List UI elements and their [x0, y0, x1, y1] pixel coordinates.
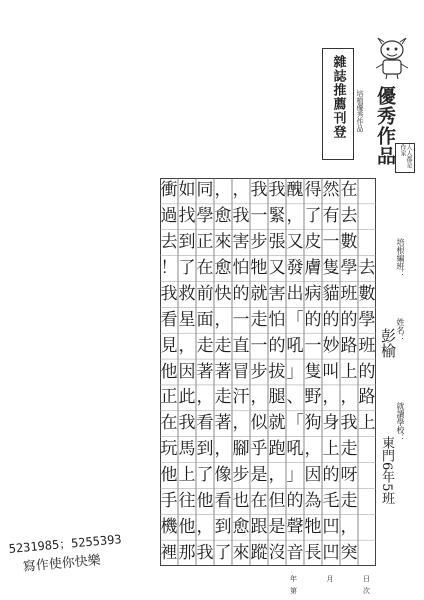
essay-character: 因	[178, 361, 196, 382]
essay-character: 貓	[322, 283, 340, 304]
essay-character: 步	[232, 464, 250, 485]
essay-character: 在	[196, 258, 214, 279]
essay-character: 一	[232, 309, 250, 330]
essay-character: ，	[232, 413, 250, 434]
essay-character: ，	[232, 180, 250, 201]
essay-character: ，	[214, 439, 232, 460]
essay-character: 因	[304, 464, 322, 485]
essay-character: 牠	[304, 516, 322, 537]
essay-character: 隻	[322, 258, 340, 279]
essay-character: 他	[160, 464, 178, 485]
essay-character: 是	[250, 464, 268, 485]
essay-character: 衝	[160, 180, 178, 201]
date-row	[290, 574, 370, 584]
essay-character: 了	[304, 206, 322, 227]
essay-character: 機	[160, 516, 178, 537]
essay-character: 的	[304, 309, 322, 330]
essay-character: 正	[160, 387, 178, 408]
essay-character: 星	[178, 309, 196, 330]
essay-character: 拔	[268, 361, 286, 382]
essay-character: 快	[214, 283, 232, 304]
essay-character: 同	[196, 180, 214, 201]
essay-character: 往	[178, 490, 196, 511]
essay-character: 的	[358, 361, 376, 382]
essay-character: 的	[268, 335, 286, 356]
essay-character: 我	[178, 413, 196, 434]
essay-character: ，	[322, 387, 340, 408]
essay-character: 上	[340, 361, 358, 382]
essay-character: 去	[358, 258, 376, 279]
essay-character: 冒	[232, 361, 250, 382]
essay-character: 跑	[268, 439, 286, 460]
essay-character: 走	[340, 490, 358, 511]
essay-character: 音	[286, 542, 304, 563]
essay-character: 叫	[322, 361, 340, 382]
essay-character: 腳	[232, 439, 250, 460]
essay-character: 找	[178, 206, 196, 227]
essay-character: 皮	[304, 232, 322, 253]
writing-grid	[160, 178, 376, 566]
essay-character: ，	[196, 387, 214, 408]
essay-character: 我	[196, 542, 214, 563]
essay-character: 學	[196, 206, 214, 227]
essay-character: 牠	[250, 258, 268, 279]
essay-character: 愈	[214, 258, 232, 279]
essay-character: 一	[250, 206, 268, 227]
essay-character: 像	[214, 464, 232, 485]
essay-character: 見	[160, 335, 178, 356]
essay-character: 在	[250, 490, 268, 511]
essay-character: 吼	[286, 335, 304, 356]
essay-character: 然	[322, 180, 340, 201]
essay-character: ，	[304, 439, 322, 460]
essay-character: 救	[178, 283, 196, 304]
essay-character: 了	[214, 542, 232, 563]
essay-character: 長	[304, 542, 322, 563]
essay-character: 緊	[268, 206, 286, 227]
essay-character: 凹	[322, 516, 340, 537]
essay-character: 「	[286, 413, 304, 434]
essay-character: 走	[196, 335, 214, 356]
essay-character: 那	[178, 542, 196, 563]
essay-character: 「	[286, 309, 304, 330]
essay-character: 身	[322, 413, 340, 434]
essay-character: 」	[286, 464, 304, 485]
essay-character: 上	[322, 439, 340, 460]
essay-character: 在	[340, 180, 358, 201]
essay-character: 愈	[232, 516, 250, 537]
slogan: 寫作使你快樂	[22, 553, 102, 575]
essay-character: 走	[214, 335, 232, 356]
essay-character: 了	[196, 464, 214, 485]
essay-character: 數	[340, 232, 358, 253]
essay-character: 他	[196, 490, 214, 511]
essay-character: 一	[322, 232, 340, 253]
essay-character: 上	[178, 464, 196, 485]
essay-character: 凹	[322, 542, 340, 563]
month-label: 月	[326, 575, 334, 583]
essay-character: 的	[286, 490, 304, 511]
essay-character: 路	[358, 387, 376, 408]
essay-character: 也	[232, 490, 250, 511]
essay-character: 吼	[286, 439, 304, 460]
essay-character: 跟	[250, 516, 268, 537]
essay-character: 我	[268, 180, 286, 201]
essay-character: 著	[196, 361, 214, 382]
essay-character: 直	[232, 335, 250, 356]
contact-numbers: 5231985；5255393	[8, 532, 123, 556]
essay-character: 正	[196, 232, 214, 253]
stamp-text: 雜誌推薦刊登	[330, 55, 346, 139]
essay-character: 得	[304, 180, 322, 201]
essay-character: 狗	[304, 413, 322, 434]
essay-character: 醜	[286, 180, 304, 201]
essay-character: 此	[178, 387, 196, 408]
essay-character: 出	[286, 283, 304, 304]
essay-character: 的	[322, 309, 340, 330]
essay-character: 他	[178, 516, 196, 537]
name-label: 姓名：	[396, 318, 405, 342]
essay-character: 去	[340, 206, 358, 227]
essay-character: 走	[340, 439, 358, 460]
essay-character: 在	[160, 413, 178, 434]
class-label: 培根編班：	[396, 238, 405, 278]
essay-character: 沒	[268, 542, 286, 563]
essay-character: 來	[214, 232, 232, 253]
essay-character: 玩	[160, 439, 178, 460]
essay-character: ，	[340, 387, 358, 408]
essay-character: 面	[196, 309, 214, 330]
essay-character: 我	[250, 180, 268, 201]
essay-character: 膚	[304, 258, 322, 279]
essay-character: 過	[160, 206, 178, 227]
essay-character: 又	[286, 232, 304, 253]
essay-character: 到	[196, 439, 214, 460]
essay-character: 怕	[232, 258, 250, 279]
recommendation-stamp	[322, 48, 354, 160]
essay-character: 來	[232, 542, 250, 563]
essay-character: 看	[214, 490, 232, 511]
essay-character: 害	[232, 232, 250, 253]
essay-character: 蹤	[250, 542, 268, 563]
essay-character: 一	[250, 335, 268, 356]
essay-character: ，	[178, 335, 196, 356]
essay-character: 裡	[160, 542, 178, 563]
essay-character: 的	[340, 309, 358, 330]
essay-character: 我	[232, 206, 250, 227]
mascot-icon	[372, 36, 412, 80]
essay-character: 如	[178, 180, 196, 201]
essay-character: 腿	[268, 387, 286, 408]
essay-character: 看	[196, 413, 214, 434]
essay-character: 到	[178, 232, 196, 253]
order-label: 次	[363, 587, 370, 595]
essay-character: 汗	[232, 387, 250, 408]
school-label: 就讀學校：	[396, 402, 405, 442]
year-label: 年	[290, 575, 297, 583]
essay-character: 呀	[340, 464, 358, 485]
essay-character: 張	[268, 232, 286, 253]
essay-character: 隻	[304, 361, 322, 382]
day-label: 日	[363, 575, 370, 583]
essay-character: 就	[268, 413, 286, 434]
essay-character: ！	[160, 258, 178, 279]
essay-character: 的	[232, 283, 250, 304]
essay-character: 手	[160, 490, 178, 511]
essay-character: ，	[250, 387, 268, 408]
essay-character: 去	[160, 232, 178, 253]
essay-character: 、	[286, 387, 304, 408]
essay-character: 發	[286, 258, 304, 279]
essay-character: 就	[250, 283, 268, 304]
essay-character: 害	[268, 283, 286, 304]
essay-character: 一	[304, 335, 322, 356]
essay-character: 是	[268, 516, 286, 537]
award-title: 優秀作品	[374, 86, 396, 166]
essay-character: 走	[214, 387, 232, 408]
essay-character: 到	[214, 516, 232, 537]
essay-character: 怕	[268, 309, 286, 330]
essay-character: 」	[286, 361, 304, 382]
essay-character: 聲	[286, 516, 304, 537]
essay-character: 野	[304, 387, 322, 408]
essay-character: 班	[340, 283, 358, 304]
essay-character: 病	[304, 283, 322, 304]
essay-character: ，	[196, 516, 214, 537]
essay-character: 為	[304, 490, 322, 511]
essay-character: ，	[214, 309, 232, 330]
essay-character: ，	[214, 180, 232, 201]
essay-character: 的	[322, 464, 340, 485]
essay-character: ，	[340, 516, 358, 537]
essay-character: 妙	[322, 335, 340, 356]
student-name: 彭榆	[379, 328, 397, 358]
essay-character: ，	[268, 464, 286, 485]
essay-character: 學	[358, 309, 376, 330]
essay-character: ，	[286, 206, 304, 227]
essay-character: 但	[268, 490, 286, 511]
essay-character: 似	[250, 413, 268, 434]
essay-character: 著	[214, 361, 232, 382]
award-small-text: 培植優秀作品	[356, 90, 364, 132]
award-box-text: 人人都是作家	[395, 143, 415, 173]
essay-character: 前	[196, 283, 214, 304]
page-row	[290, 586, 370, 596]
essay-character: 我	[340, 413, 358, 434]
student-school: 東門6年5班	[379, 436, 394, 505]
essay-character: 步	[250, 361, 268, 382]
essay-character: 了	[178, 258, 196, 279]
essay-character: 我	[160, 283, 178, 304]
essay-character: 走	[250, 309, 268, 330]
essay-character: 馬	[178, 439, 196, 460]
essay-character: 數	[358, 283, 376, 304]
essay-character: 學	[340, 258, 358, 279]
essay-character: 著	[214, 413, 232, 434]
essay-character: 路	[340, 335, 358, 356]
essay-character: 愈	[214, 206, 232, 227]
essay-character: 又	[268, 258, 286, 279]
page-label: 第	[290, 587, 297, 595]
essay-character: 班	[358, 335, 376, 356]
essay-character: 看	[160, 309, 178, 330]
essay-character: 有	[322, 206, 340, 227]
essay-character: 步	[250, 232, 268, 253]
essay-character: 突	[340, 542, 358, 563]
essay-character: 他	[160, 361, 178, 382]
essay-character: 乎	[250, 439, 268, 460]
essay-character: 上	[358, 413, 376, 434]
essay-character: 毛	[322, 490, 340, 511]
